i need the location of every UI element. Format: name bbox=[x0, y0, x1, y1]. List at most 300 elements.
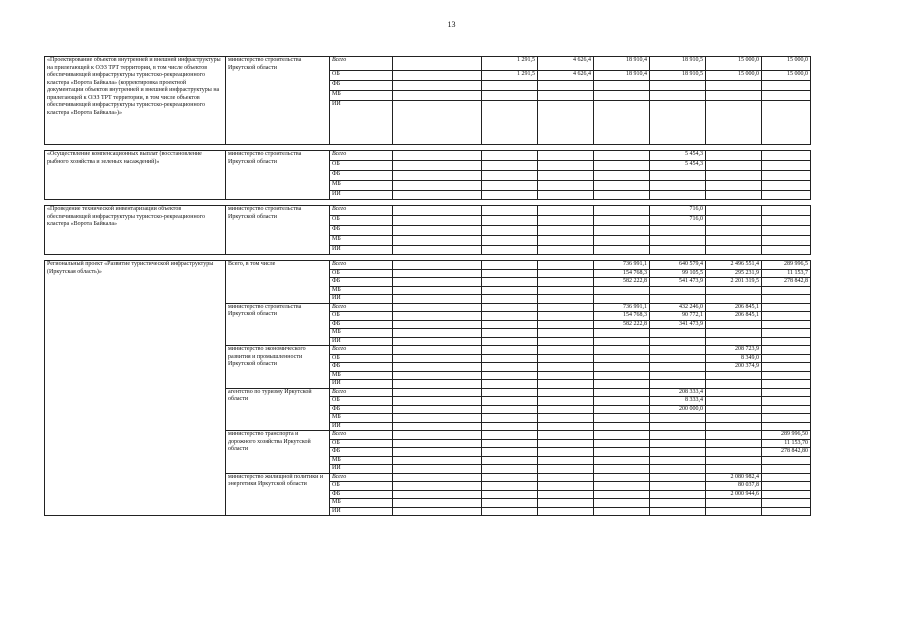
funding-source: ИИ bbox=[330, 507, 393, 516]
value-cell bbox=[538, 246, 594, 255]
value-cell-empty bbox=[393, 295, 482, 304]
value-cell-empty bbox=[393, 346, 482, 355]
value-cell bbox=[594, 439, 650, 448]
value-cell bbox=[706, 431, 762, 440]
value-cell bbox=[482, 456, 538, 465]
value-cell bbox=[538, 414, 594, 423]
value-cell bbox=[538, 236, 594, 246]
value-cell bbox=[762, 295, 811, 304]
value-cell bbox=[706, 226, 762, 236]
value-cell bbox=[594, 507, 650, 516]
value-cell bbox=[482, 499, 538, 508]
value-cell bbox=[706, 151, 762, 161]
value-cell bbox=[538, 397, 594, 406]
value-cell bbox=[706, 422, 762, 431]
value-cell: 206 845,1 bbox=[706, 303, 762, 312]
value-cell bbox=[650, 101, 706, 145]
value-cell-empty bbox=[393, 405, 482, 414]
value-cell bbox=[482, 431, 538, 440]
value-cell-empty bbox=[393, 216, 482, 226]
value-cell: 15 000,0 bbox=[706, 71, 762, 81]
value-cell bbox=[482, 171, 538, 181]
value-cell: 2 496 551,4 bbox=[706, 261, 762, 270]
funding-source: ФБ bbox=[330, 81, 393, 91]
value-cell bbox=[482, 482, 538, 491]
value-cell bbox=[538, 261, 594, 270]
value-cell bbox=[706, 171, 762, 181]
value-cell: 295 231,9 bbox=[706, 269, 762, 278]
value-cell bbox=[538, 303, 594, 312]
value-cell bbox=[706, 101, 762, 145]
funding-source: Всего bbox=[330, 473, 393, 482]
table-row bbox=[45, 206, 811, 216]
value-cell-empty bbox=[393, 91, 482, 101]
funding-source: МБ bbox=[330, 371, 393, 380]
funding-source: ИИ bbox=[330, 465, 393, 474]
value-cell bbox=[482, 151, 538, 161]
value-cell: 208 333,4 bbox=[650, 388, 706, 397]
value-cell: 80 037,8 bbox=[706, 482, 762, 491]
value-cell bbox=[762, 206, 811, 216]
value-cell bbox=[706, 181, 762, 191]
value-cell bbox=[538, 191, 594, 200]
measure-name: Региональный проект «Развитие туристической инфраструктуры (Иркутская область)» bbox=[45, 261, 226, 516]
value-cell bbox=[650, 81, 706, 91]
value-cell bbox=[706, 448, 762, 457]
value-cell-empty bbox=[393, 206, 482, 216]
value-cell bbox=[594, 191, 650, 200]
funding-source: ОБ bbox=[330, 354, 393, 363]
value-cell bbox=[482, 226, 538, 236]
value-cell bbox=[762, 473, 811, 482]
value-cell: 200 374,9 bbox=[706, 363, 762, 372]
value-cell-empty bbox=[393, 191, 482, 200]
value-cell bbox=[706, 286, 762, 295]
value-cell bbox=[482, 354, 538, 363]
value-cell: 4 626,4 bbox=[538, 57, 594, 71]
value-cell bbox=[538, 81, 594, 91]
funding-source: ИИ bbox=[330, 422, 393, 431]
value-cell bbox=[594, 414, 650, 423]
table-row bbox=[45, 151, 811, 161]
value-cell: 8 333,4 bbox=[650, 397, 706, 406]
value-cell bbox=[762, 161, 811, 171]
value-cell bbox=[650, 226, 706, 236]
value-cell bbox=[538, 371, 594, 380]
value-cell bbox=[762, 363, 811, 372]
value-cell bbox=[762, 482, 811, 491]
value-cell bbox=[538, 490, 594, 499]
value-cell bbox=[650, 439, 706, 448]
executor: министерство строительства Иркутской области bbox=[226, 57, 330, 145]
value-cell bbox=[706, 81, 762, 91]
value-cell-empty bbox=[393, 439, 482, 448]
value-cell-empty bbox=[393, 269, 482, 278]
value-cell-empty bbox=[393, 482, 482, 491]
value-cell bbox=[706, 380, 762, 389]
value-cell bbox=[538, 312, 594, 321]
funding-source: ФБ bbox=[330, 320, 393, 329]
value-cell bbox=[762, 346, 811, 355]
page-number: 13 bbox=[447, 20, 456, 29]
value-cell bbox=[762, 354, 811, 363]
value-cell bbox=[482, 278, 538, 287]
value-cell: 5 454,3 bbox=[650, 161, 706, 171]
value-cell bbox=[538, 286, 594, 295]
value-cell-empty bbox=[393, 448, 482, 457]
value-cell bbox=[650, 346, 706, 355]
value-cell bbox=[650, 246, 706, 255]
value-cell bbox=[594, 465, 650, 474]
value-cell bbox=[538, 431, 594, 440]
executor: агентство по туризму Иркутской области bbox=[226, 388, 330, 431]
executor: министерство строительства Иркутской области bbox=[226, 206, 330, 255]
value-cell-empty bbox=[393, 101, 482, 145]
value-cell bbox=[650, 236, 706, 246]
value-cell bbox=[650, 91, 706, 101]
value-cell-empty bbox=[393, 371, 482, 380]
funding-source: МБ bbox=[330, 499, 393, 508]
value-cell bbox=[594, 354, 650, 363]
value-cell bbox=[538, 473, 594, 482]
value-cell-empty bbox=[393, 161, 482, 171]
value-cell bbox=[538, 181, 594, 191]
value-cell bbox=[482, 507, 538, 516]
value-cell bbox=[706, 329, 762, 338]
value-cell-empty bbox=[393, 473, 482, 482]
value-cell: 200 000,0 bbox=[650, 405, 706, 414]
value-cell bbox=[594, 216, 650, 226]
funding-source: ОБ bbox=[330, 439, 393, 448]
value-cell: 640 579,4 bbox=[650, 261, 706, 270]
value-cell bbox=[650, 414, 706, 423]
funding-source: МБ bbox=[330, 414, 393, 423]
value-cell: 15 000,0 bbox=[762, 57, 811, 71]
value-cell-empty bbox=[393, 320, 482, 329]
value-cell: 11 153,70 bbox=[762, 439, 811, 448]
value-cell: 2 080 982,4 bbox=[706, 473, 762, 482]
value-cell bbox=[482, 363, 538, 372]
value-cell bbox=[538, 329, 594, 338]
value-cell: 716,0 bbox=[650, 206, 706, 216]
value-cell-empty bbox=[393, 286, 482, 295]
value-cell bbox=[706, 206, 762, 216]
funding-source: МБ bbox=[330, 286, 393, 295]
value-cell bbox=[650, 191, 706, 200]
funding-source: МБ bbox=[330, 329, 393, 338]
value-cell bbox=[762, 91, 811, 101]
value-cell bbox=[482, 422, 538, 431]
funding-source: ОБ bbox=[330, 269, 393, 278]
value-cell-empty bbox=[393, 431, 482, 440]
value-cell bbox=[650, 473, 706, 482]
measure-name: «Проектирование объектов внутренней и внешней инфраструктуры на прилегающей к ОЭЗ ТРТ территории, в том числе объектов обеспечивающей инфраструктуры туристско-рекреационного кластера «Ворота Байкала» (корректировка проектной документации объектов внутренней и внешней инфраструктуры на прилегающей к ОЭЗ ТРТ территории, в том числе объектов обеспечивающей инфраструктуры туристско-рекреационного кластера «Ворота Байкала»)» bbox=[45, 57, 226, 145]
funding-source: ОБ bbox=[330, 216, 393, 226]
value-cell bbox=[482, 397, 538, 406]
value-cell bbox=[538, 278, 594, 287]
funding-table bbox=[44, 56, 811, 516]
value-cell-empty bbox=[393, 414, 482, 423]
value-cell bbox=[762, 465, 811, 474]
value-cell bbox=[650, 448, 706, 457]
funding-source: ФБ bbox=[330, 171, 393, 181]
value-cell bbox=[762, 171, 811, 181]
value-cell-empty bbox=[393, 312, 482, 321]
value-cell bbox=[538, 405, 594, 414]
value-cell: 8 349,0 bbox=[706, 354, 762, 363]
value-cell bbox=[594, 81, 650, 91]
value-cell bbox=[594, 337, 650, 346]
value-cell bbox=[482, 388, 538, 397]
funding-source: Всего bbox=[330, 431, 393, 440]
value-cell bbox=[650, 507, 706, 516]
value-cell bbox=[538, 320, 594, 329]
value-cell bbox=[650, 422, 706, 431]
value-cell: 18 910,5 bbox=[650, 57, 706, 71]
value-cell bbox=[762, 397, 811, 406]
value-cell bbox=[762, 320, 811, 329]
value-cell bbox=[650, 295, 706, 304]
value-cell bbox=[538, 363, 594, 372]
value-cell: 5 454,3 bbox=[650, 151, 706, 161]
value-cell bbox=[482, 81, 538, 91]
funding-source: ФБ bbox=[330, 405, 393, 414]
value-cell: 15 000,0 bbox=[762, 71, 811, 81]
value-cell bbox=[762, 405, 811, 414]
value-cell bbox=[706, 216, 762, 226]
value-cell bbox=[706, 507, 762, 516]
value-cell: 541 473,9 bbox=[650, 278, 706, 287]
value-cell: 289 996,5 bbox=[762, 261, 811, 270]
table-body bbox=[45, 57, 811, 516]
value-cell bbox=[650, 371, 706, 380]
funding-source: ИИ bbox=[330, 191, 393, 200]
funding-source: ИИ bbox=[330, 295, 393, 304]
funding-source: Всего bbox=[330, 261, 393, 270]
value-cell bbox=[538, 448, 594, 457]
value-cell bbox=[594, 422, 650, 431]
funding-source: ФБ bbox=[330, 278, 393, 287]
funding-source: ОБ bbox=[330, 71, 393, 81]
value-cell: 716,0 bbox=[650, 216, 706, 226]
value-cell bbox=[762, 414, 811, 423]
value-cell bbox=[594, 171, 650, 181]
value-cell bbox=[538, 151, 594, 161]
funding-source: ОБ bbox=[330, 482, 393, 491]
funding-source: МБ bbox=[330, 181, 393, 191]
value-cell bbox=[482, 181, 538, 191]
value-cell-empty bbox=[393, 329, 482, 338]
value-cell: 206 845,1 bbox=[706, 312, 762, 321]
value-cell: 432 246,0 bbox=[650, 303, 706, 312]
value-cell-empty bbox=[393, 261, 482, 270]
value-cell bbox=[706, 191, 762, 200]
value-cell bbox=[482, 91, 538, 101]
value-cell bbox=[594, 448, 650, 457]
value-cell bbox=[706, 337, 762, 346]
value-cell bbox=[538, 507, 594, 516]
value-cell bbox=[538, 226, 594, 236]
value-cell: 2 000 944,6 bbox=[706, 490, 762, 499]
value-cell bbox=[706, 161, 762, 171]
measure-name: «Проведение технической инвентаризации объектов обеспечивающей инфраструктуры туристско-рекреационного кластера «Ворота Байкала» bbox=[45, 206, 226, 255]
value-cell bbox=[482, 337, 538, 346]
value-cell-empty bbox=[393, 388, 482, 397]
value-cell bbox=[482, 236, 538, 246]
value-cell: 736 991,1 bbox=[594, 261, 650, 270]
value-cell-empty bbox=[393, 171, 482, 181]
value-cell bbox=[650, 181, 706, 191]
value-cell bbox=[762, 191, 811, 200]
value-cell bbox=[650, 456, 706, 465]
value-cell bbox=[706, 439, 762, 448]
value-cell bbox=[762, 312, 811, 321]
value-cell bbox=[594, 101, 650, 145]
value-cell-empty bbox=[393, 246, 482, 255]
value-cell bbox=[594, 371, 650, 380]
funding-source: МБ bbox=[330, 236, 393, 246]
value-cell bbox=[482, 329, 538, 338]
executor: Всего, в том числе bbox=[226, 261, 330, 304]
value-cell bbox=[482, 286, 538, 295]
value-cell bbox=[594, 473, 650, 482]
value-cell bbox=[650, 354, 706, 363]
value-cell bbox=[482, 216, 538, 226]
value-cell bbox=[762, 329, 811, 338]
value-cell-empty bbox=[393, 422, 482, 431]
funding-source: Всего bbox=[330, 206, 393, 216]
value-cell bbox=[706, 414, 762, 423]
value-cell bbox=[538, 465, 594, 474]
value-cell bbox=[482, 371, 538, 380]
value-cell-empty bbox=[393, 81, 482, 91]
value-cell bbox=[706, 320, 762, 329]
value-cell bbox=[594, 286, 650, 295]
value-cell bbox=[706, 236, 762, 246]
funding-source: Всего bbox=[330, 346, 393, 355]
value-cell bbox=[650, 499, 706, 508]
funding-source: ИИ bbox=[330, 246, 393, 255]
funding-source: ФБ bbox=[330, 490, 393, 499]
value-cell bbox=[650, 490, 706, 499]
value-cell: 736 991,1 bbox=[594, 303, 650, 312]
value-cell bbox=[538, 206, 594, 216]
value-cell: 154 768,3 bbox=[594, 312, 650, 321]
value-cell bbox=[762, 456, 811, 465]
value-cell bbox=[762, 371, 811, 380]
value-cell bbox=[482, 269, 538, 278]
value-cell: 278 842,80 bbox=[762, 448, 811, 457]
value-cell bbox=[594, 295, 650, 304]
value-cell bbox=[706, 397, 762, 406]
value-cell bbox=[482, 405, 538, 414]
executor: министерство экономического развития и промышленности Иркутской области bbox=[226, 346, 330, 389]
funding-source: ОБ bbox=[330, 161, 393, 171]
value-cell bbox=[650, 482, 706, 491]
value-cell bbox=[706, 295, 762, 304]
value-cell bbox=[482, 448, 538, 457]
value-cell bbox=[594, 363, 650, 372]
value-cell-empty bbox=[393, 71, 482, 81]
value-cell bbox=[706, 246, 762, 255]
value-cell bbox=[762, 337, 811, 346]
value-cell bbox=[762, 499, 811, 508]
value-cell bbox=[706, 499, 762, 508]
value-cell bbox=[538, 346, 594, 355]
value-cell bbox=[538, 171, 594, 181]
value-cell bbox=[706, 388, 762, 397]
value-cell bbox=[482, 101, 538, 145]
table-row bbox=[45, 261, 811, 270]
value-cell bbox=[538, 295, 594, 304]
value-cell bbox=[762, 422, 811, 431]
value-cell: 90 772,1 bbox=[650, 312, 706, 321]
value-cell bbox=[482, 191, 538, 200]
value-cell bbox=[538, 499, 594, 508]
value-cell-empty bbox=[393, 337, 482, 346]
value-cell-empty bbox=[393, 507, 482, 516]
value-cell bbox=[706, 91, 762, 101]
value-cell bbox=[482, 303, 538, 312]
value-cell: 208 723,9 bbox=[706, 346, 762, 355]
value-cell bbox=[594, 236, 650, 246]
value-cell bbox=[594, 482, 650, 491]
value-cell bbox=[482, 261, 538, 270]
measure-name: «Осуществление компенсационных выплат (восстановление рыбного хозяйства и зеленых насаждений)» bbox=[45, 151, 226, 200]
value-cell bbox=[594, 246, 650, 255]
value-cell bbox=[482, 246, 538, 255]
funding-source: Всего bbox=[330, 151, 393, 161]
value-cell bbox=[482, 414, 538, 423]
value-cell: 289 996,50 bbox=[762, 431, 811, 440]
value-cell bbox=[482, 380, 538, 389]
value-cell bbox=[594, 161, 650, 171]
value-cell bbox=[594, 91, 650, 101]
value-cell bbox=[594, 206, 650, 216]
value-cell bbox=[762, 490, 811, 499]
value-cell: 341 473,9 bbox=[650, 320, 706, 329]
value-cell bbox=[650, 286, 706, 295]
value-cell bbox=[762, 151, 811, 161]
value-cell bbox=[482, 490, 538, 499]
value-cell bbox=[762, 236, 811, 246]
funding-source: МБ bbox=[330, 456, 393, 465]
funding-source: ФБ bbox=[330, 448, 393, 457]
value-cell: 2 201 319,5 bbox=[706, 278, 762, 287]
value-cell-empty bbox=[393, 278, 482, 287]
value-cell bbox=[650, 431, 706, 440]
value-cell bbox=[706, 465, 762, 474]
executor: министерство строительства Иркутской области bbox=[226, 303, 330, 346]
value-cell bbox=[594, 329, 650, 338]
value-cell bbox=[538, 337, 594, 346]
value-cell-empty bbox=[393, 57, 482, 71]
value-cell-empty bbox=[393, 465, 482, 474]
value-cell bbox=[538, 439, 594, 448]
funding-source: ИИ bbox=[330, 101, 393, 145]
funding-source: ОБ bbox=[330, 397, 393, 406]
value-cell bbox=[650, 329, 706, 338]
value-cell-empty bbox=[393, 380, 482, 389]
funding-source: Всего bbox=[330, 57, 393, 71]
value-cell bbox=[482, 312, 538, 321]
value-cell bbox=[762, 181, 811, 191]
executor: министерство транспорта и дорожного хозяйства Иркутской области bbox=[226, 431, 330, 474]
value-cell bbox=[538, 91, 594, 101]
value-cell bbox=[762, 507, 811, 516]
value-cell bbox=[482, 473, 538, 482]
value-cell bbox=[594, 431, 650, 440]
